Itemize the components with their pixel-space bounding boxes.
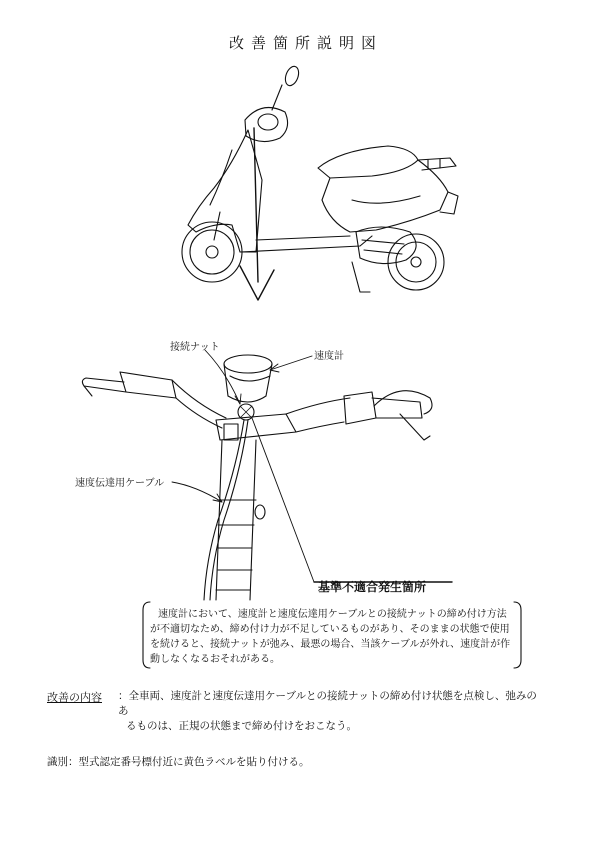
scooter-drawing — [182, 65, 458, 300]
improvement-line-1: ：全車両、速度計と速度伝達用ケーブルとの接続ナットの締め付け状態を点検し、弛みのあ — [118, 690, 537, 717]
label-speedometer: 速度計 — [314, 351, 344, 362]
defect-description: 速度計において、速度計と速度伝達用ケーブルとの接続ナットの締め付け方法が不適切なため、締め付け力が不足しているものがあり、そのままの状態で使用を続けると、接続ナットが弛み、最悪の場合、当該ケーブルが外れ、速度計が作動しなくなるおそれがある。 — [150, 609, 511, 665]
page-title: 改善箇所説明図 — [228, 34, 383, 52]
label-speed-cable: 速度伝達用ケーブル — [75, 478, 165, 489]
improvement-label: 改善の内容 — [47, 691, 102, 704]
improvement-text — [118, 689, 538, 734]
label-connection-nut: 接続ナット — [170, 342, 220, 353]
improvement-line-2: るものは、正規の状態まで締め付けをおこなう。 — [126, 720, 357, 732]
leader-lines — [172, 350, 452, 582]
label-defect-location: 基準不適合発生箇所 — [318, 580, 427, 594]
identification-text: 識別：型式認定番号標付近に黄色ラベルを貼り付ける。 — [47, 756, 310, 768]
